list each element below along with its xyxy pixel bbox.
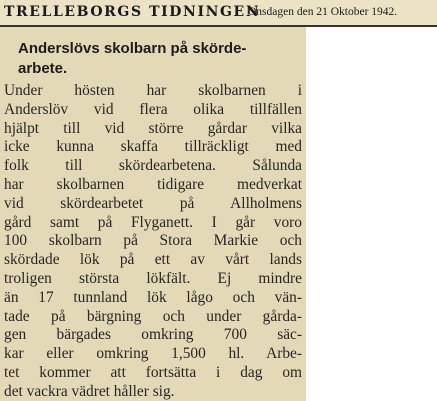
newspaper-name: TRELLEBORGS TIDNINGEN [4,4,261,20]
publication-date: Onsdagen den 21 Oktober 1942. [248,6,398,18]
body-line: skördade lök på ett av vårt lands [4,251,302,269]
body-line: vid skördearbetet på Allholmens [4,194,302,212]
headline-line: Anderslövs skolbarn på skörde- [18,40,247,57]
body-line: gen bärgades omkring 700 säc- [4,326,302,344]
body-line: hjälpt till vid större gårdar vilka [4,119,302,137]
blank-area [306,27,437,401]
article-headline [18,39,302,79]
body-line: 100 skolbarn på Stora Markie och [4,232,302,250]
body-line: Under hösten har skolbarnen i [4,82,302,99]
body-line: gård samt på Flyganett. I går voro [4,213,302,231]
body-line: tade på bärgning och under gårda- [4,307,302,325]
body-line: det vackra vädret håller sig. [4,382,175,400]
body-line: folk till skördearbetena. Sålunda [4,157,302,175]
headline-line: arbete. [18,60,68,77]
body-line: troligen största lökfält. Ej mindre [4,269,302,287]
body-line: Anderslöv vid flera olika tillfällen [4,100,302,118]
body-line: kar eller omkring 1,500 hl. Arbe- [4,345,302,363]
article-body [4,82,302,401]
body-line: icke kunna skaffa tillräckligt med [4,138,302,156]
body-line: har skolbarnen tidigare medverkat [4,175,302,193]
body-line: än 17 tunnland lök lågo och vän- [4,288,302,306]
masthead [0,0,437,27]
body-line: tet kommer att fortsätta i dag om [4,363,302,381]
